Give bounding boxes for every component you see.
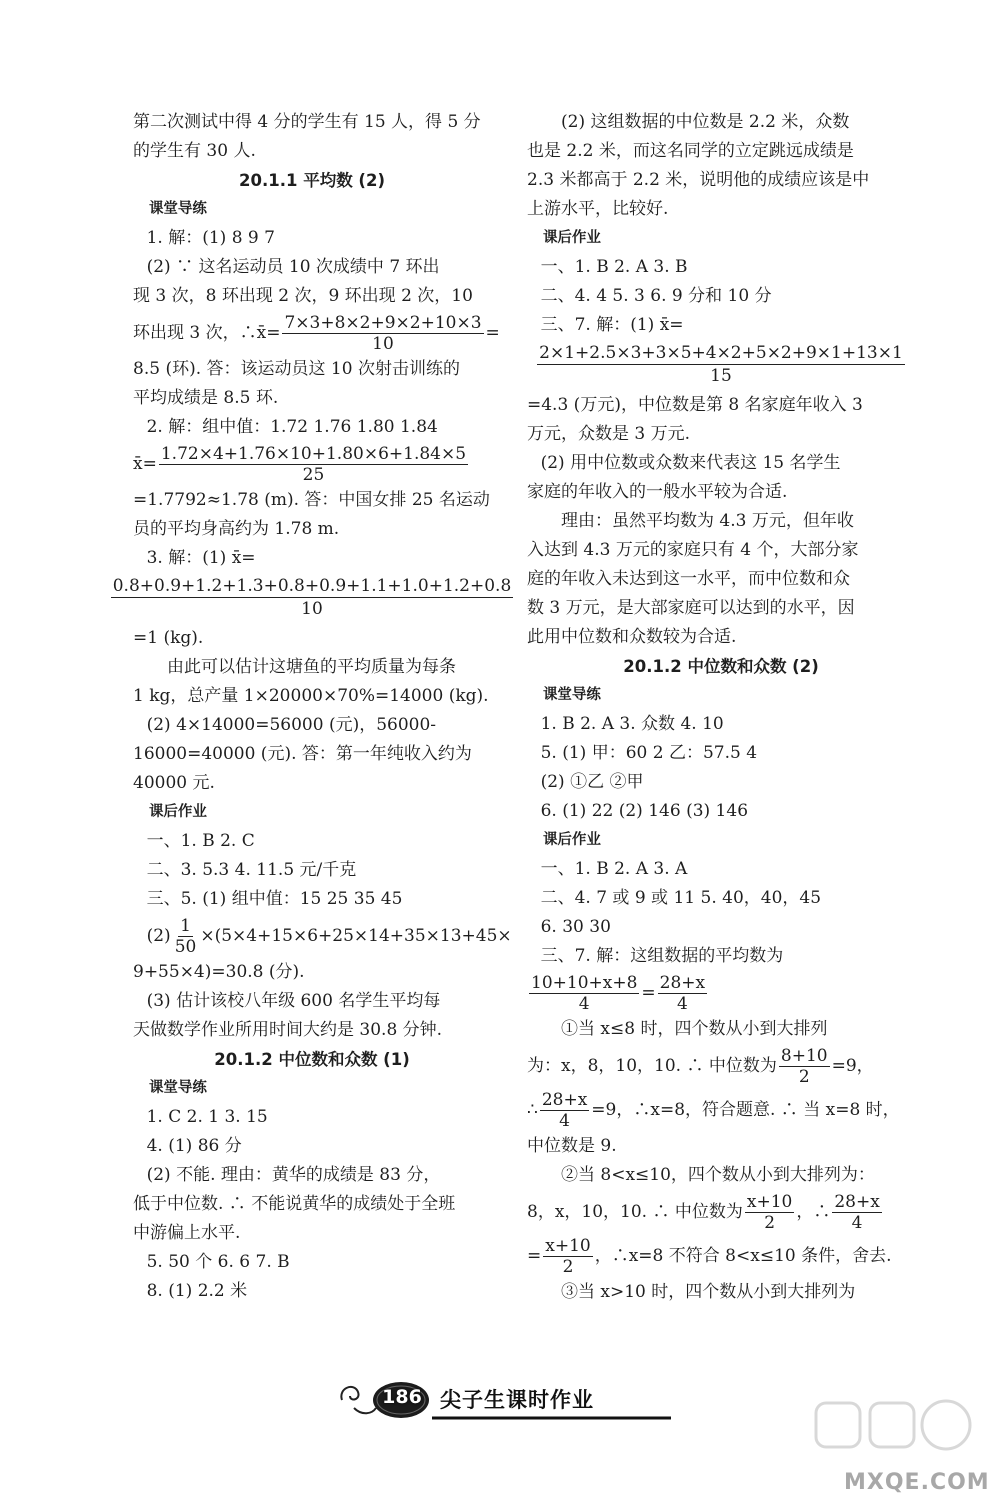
text-line: 中游偏上水平.	[133, 1223, 241, 1243]
subsection-heading: 课后作业	[148, 804, 207, 820]
fraction	[112, 575, 512, 620]
text-line: (3) 估计该校八年级 600 名学生平均每	[146, 991, 441, 1011]
numerator: 1	[180, 916, 191, 936]
numerator: 28+x	[834, 1192, 880, 1212]
text-line: 也是 2.2 米，而这名同学的立定跳远成绩是	[527, 141, 854, 161]
denominator: 4	[578, 994, 590, 1014]
formula-line	[133, 311, 500, 355]
text-line: 天做数学作业所用时间大约是 30.8 分钟.	[133, 1020, 443, 1040]
text-line: (2) 4×14000=56000 (元)，56000-	[146, 715, 437, 735]
denominator: 4	[559, 1111, 570, 1131]
text-line: 4. (1) 86 分	[146, 1136, 242, 1156]
numerator: 1.72×4+1.76×10+1.80×6+1.84×5	[160, 444, 467, 464]
text-line: (2) 不能. 理由：黄华的成绩是 83 分，	[146, 1165, 441, 1185]
text-line: 家庭的年收入的一般水平较为合适.	[527, 482, 788, 502]
text-line: 6. (1) 22 (2) 146 (3) 146	[540, 801, 749, 821]
formula-suffix: ×(5×4+15×6+25×14+35×13+45×	[200, 926, 512, 946]
formula-line	[527, 1044, 915, 1088]
formula-prefix: ∴	[527, 1100, 538, 1120]
text-line: 此用中位数和众数较为合适.	[527, 627, 737, 647]
text-line: 第二次测试中得 4 分的学生有 15 人，得 5 分	[133, 112, 481, 132]
page-number: 186	[382, 1386, 422, 1408]
text-line: 1. 解：(1) 8 9 7	[146, 228, 275, 248]
numerator: 10+10+x+8	[531, 973, 638, 993]
formula-prefix: 为：x，8，10，10. ∴ 中位数为	[527, 1056, 777, 1076]
text-line: 现 3 次，8 环出现 2 次，9 环出现 2 次，10	[133, 286, 473, 306]
watermark-site: MXQE.COM	[844, 1470, 990, 1495]
subsection-heading: 课堂导练	[148, 201, 207, 217]
denominator: 4	[851, 1213, 863, 1233]
left-column	[112, 108, 512, 1306]
text-line: ③当 x>10 时，四个数从小到大排列为	[561, 1282, 856, 1302]
text-line: 入达到 4.3 万元的家庭只有 4 个，大部分家	[527, 540, 859, 560]
numerator: 28+x	[541, 1090, 588, 1110]
formula-prefix: (2)	[146, 926, 171, 946]
numerator: 7×3+8×2+9×2+10×3	[284, 313, 482, 333]
text-line: 由此可以估计这塘鱼的平均质量为每条	[167, 657, 456, 677]
formula-prefix: =	[527, 1246, 542, 1266]
text-line: 的学生有 30 人.	[133, 141, 256, 161]
text-line: (2) 这组数据的中位数是 2.2 米，众数	[561, 112, 850, 132]
numerator: x+10	[746, 1192, 793, 1212]
text-line: 万元，众数是 3 万元.	[527, 424, 691, 444]
fraction	[832, 1192, 881, 1233]
text-line: 上游水平，比较好.	[527, 199, 669, 219]
numerator: 8+10	[780, 1046, 828, 1066]
watermark-logo-icon	[810, 1395, 980, 1465]
numerator: 28+x	[659, 973, 706, 993]
text-line: 16000=40000 (元). 答：第一年纯收入约为	[133, 744, 472, 764]
fraction	[745, 1192, 794, 1233]
text-line: 二、4. 7 或 9 或 11 5. 40，40，45	[540, 888, 822, 908]
text-line: 6. 30 30	[540, 917, 611, 937]
text-line: 一、1. B 2. C	[146, 831, 255, 851]
text-line: 一、1. B 2. A 3. A	[540, 859, 688, 879]
fraction	[543, 1236, 592, 1277]
fraction	[282, 313, 483, 354]
numerator: 2×1+2.5×3+3×5+4×2+5×2+9×1+13×1	[539, 343, 903, 363]
denominator: 4	[676, 994, 688, 1014]
formula-infix: ，∴	[796, 1202, 831, 1222]
text-line: 8.5 (环). 答：该运动员这 10 次射击训练的	[133, 359, 460, 379]
text-line: 1. B 2. A 3. 众数 4. 10	[540, 714, 724, 734]
equals-sign: =	[641, 983, 656, 1003]
numerator: x+10	[545, 1236, 591, 1256]
formula-prefix: x̄=	[133, 454, 157, 474]
denominator: 10	[301, 599, 323, 619]
formula-prefix: 8，x，10，10. ∴ 中位数为	[527, 1202, 743, 1222]
text-line: ②当 8<x≤10，四个数从小到大排列为：	[561, 1165, 875, 1185]
formula-prefix: 环出现 3 次，∴x̄=	[133, 323, 281, 343]
formula-line	[527, 1190, 915, 1234]
text-line: 二、3. 5.3 4. 11.5 元/千克	[146, 860, 357, 880]
denominator: 2	[764, 1213, 776, 1233]
fraction	[779, 1046, 830, 1087]
denominator: 2	[798, 1067, 810, 1087]
text-line: 理由：虽然平均数为 4.3 万元，但年收	[561, 511, 854, 531]
fraction	[529, 973, 639, 1014]
denominator: 15	[710, 366, 732, 386]
subsection-heading: 课堂导练	[148, 1080, 207, 1096]
numerator: 0.8+0.9+1.2+1.3+0.8+0.9+1.1+1.0+1.2+0.8	[112, 576, 512, 596]
text-line: 8. (1) 2.2 米	[146, 1281, 248, 1301]
fraction	[527, 342, 915, 387]
text-line: 3. 解：(1) x̄=	[146, 548, 256, 568]
text-line: (2) ∵ 这名运动员 10 次成绩中 7 环出	[146, 257, 440, 277]
text-line: =4.3 (万元)，中位数是第 8 名家庭年收入 3	[527, 395, 863, 415]
text-line: 2.3 米都高于 2.2 米，说明他的成绩应该是中	[527, 170, 870, 190]
right-column	[527, 108, 915, 1307]
text-line: 中位数是 9.	[527, 1136, 617, 1156]
formula-line	[133, 914, 512, 958]
text-line: 三、7. 解：(1) x̄=	[540, 315, 684, 335]
text-line: =1 (kg).	[133, 628, 204, 648]
text-line: 2. 解：组中值：1.72 1.76 1.80 1.84	[146, 417, 438, 437]
formula-line	[527, 1088, 915, 1132]
text-line: =1.7792≈1.78 (m). 答：中国女排 25 名运动	[133, 490, 490, 510]
fraction	[173, 916, 199, 957]
text-line: 5. (1) 甲：60 2 乙：57.5 4	[540, 743, 758, 763]
formula-suffix: =9，∴x=8，符合题意. ∴ 当 x=8 时，	[591, 1100, 900, 1120]
text-line: 三、5. (1) 组中值：15 25 35 45	[146, 889, 403, 909]
subsection-heading: 课后作业	[542, 230, 601, 246]
text-line: 三、7. 解：这组数据的平均数为	[540, 946, 784, 966]
section-heading: 20.1.1 平均数 (2)	[238, 171, 385, 190]
text-line: 5. 50 个 6. 6 7. B	[146, 1252, 290, 1272]
formula-line	[133, 442, 491, 486]
book-title: 尖子生课时作业	[440, 1388, 594, 1412]
formula-suffix: =9，	[831, 1056, 874, 1076]
text-line: 1 kg，总产量 1×20000×70%=14000 (kg).	[133, 686, 489, 706]
text-line: (2) 用中位数或众数来代表这 15 名学生	[540, 453, 841, 473]
text-line: 数 3 万元，是大部家庭可以达到的水平，因	[527, 598, 855, 618]
text-line: 平均成绩是 8.5 环.	[133, 388, 279, 408]
text-line: (2) ①乙 ②甲	[540, 772, 644, 792]
text-line: 一、1. B 2. A 3. B	[540, 257, 688, 277]
denominator: 2	[562, 1257, 574, 1277]
subsection-heading: 课堂导练	[542, 687, 601, 703]
formula-line	[527, 971, 915, 1015]
text-line: 1. C 2. 1 3. 15	[146, 1107, 268, 1127]
text-line: 员的平均身高约为 1.78 m.	[133, 519, 340, 539]
text-line: 二、4. 4 5. 3 6. 9 分和 10 分	[540, 286, 772, 306]
fraction	[540, 1090, 589, 1131]
denominator: 25	[302, 465, 325, 485]
fraction	[658, 973, 707, 1014]
section-heading: 20.1.2 中位数和众数 (1)	[214, 1050, 410, 1069]
text-line: 40000 元.	[133, 773, 215, 793]
text-line: 庭的年收入未达到这一水平，而中位数和众	[527, 569, 850, 589]
text-line: 9+55×4)=30.8 (分).	[133, 962, 305, 982]
denominator: 10	[372, 334, 394, 354]
text-line: 低于中位数. ∴ 不能说黄华的成绩处于全班	[133, 1194, 456, 1214]
page-footer	[336, 1370, 676, 1432]
formula-suffix: ，∴x=8 不符合 8<x≤10 条件，舍去.	[594, 1246, 892, 1266]
subsection-heading: 课后作业	[542, 832, 601, 848]
text-line: ①当 x≤8 时，四个数从小到大排列	[561, 1019, 828, 1039]
fraction	[159, 444, 468, 485]
section-heading: 20.1.2 中位数和众数 (2)	[623, 657, 819, 676]
formula-suffix: =	[485, 323, 500, 343]
denominator: 50	[174, 937, 197, 957]
formula-line	[527, 1234, 915, 1278]
